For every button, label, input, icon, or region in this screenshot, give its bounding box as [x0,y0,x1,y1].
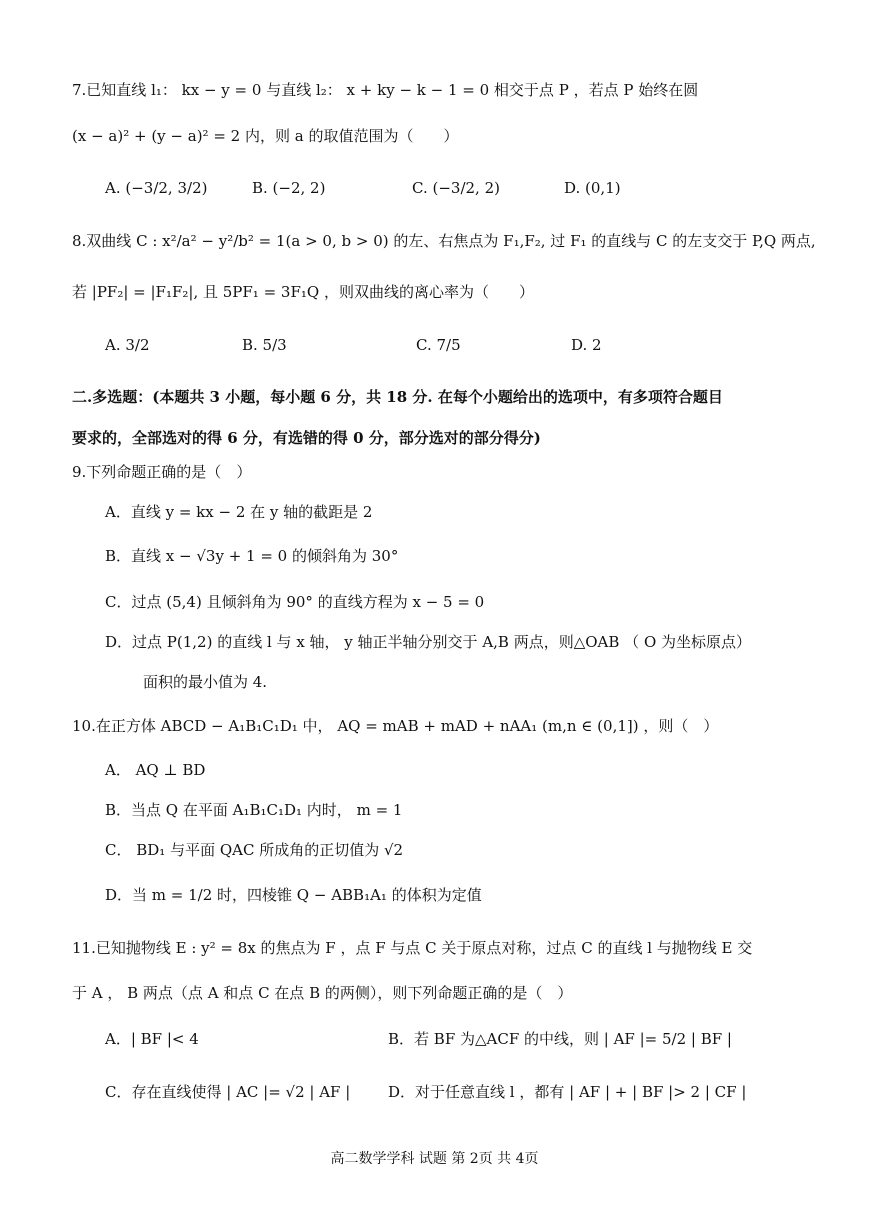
q7-option-b: B. (−2, 2) [252,179,326,197]
q9-stem: 9.下列命题正确的是（ ） [72,463,252,481]
q10-option-a: A． AQ ⊥ BD [105,761,206,779]
q10-option-c: C． BD₁ 与平面 QAC 所成角的正切值为 √2 [105,841,404,859]
q8-option-a: A. 3/2 [105,336,150,354]
q9-option-c: C．过点 (5,4) 且倾斜角为 90° 的直线方程为 x − 5 = 0 [105,593,485,611]
q11-option-b: B．若 BF 为△ACF 的中线，则 | AF |= 5/2 | BF | [388,1030,732,1048]
q11-line2: 于 A ， B 两点（点 A 和点 C 在点 B 的两侧），则下列命题正确的是（ ） [72,984,573,1002]
q9-option-d-line2: 面积的最小值为 4. [143,673,268,691]
q8-line1: 8.双曲线 C : x²/a² − y²/b² = 1(a > 0, b > 0) 的左、右焦点为 F₁,F₂, 过 F₁ 的直线与 C 的左支交于 P,Q 两点, [72,232,816,250]
q11-option-a: A．| BF |< 4 [105,1030,199,1048]
q10-option-b: B．当点 Q 在平面 A₁B₁C₁D₁ 内时， m = 1 [105,801,403,819]
q11-line1: 11.已知抛物线 E : y² = 8x 的焦点为 F ，点 F 与点 C 关于原点对称，过点 C 的直线 l 与抛物线 E 交 [72,939,753,957]
q11-option-d: D．对于任意直线 l ，都有 | AF | + | BF |> 2 | CF | [388,1083,747,1101]
q8-option-d: D. 2 [571,336,602,354]
q9-option-a: A．直线 y = kx − 2 在 y 轴的截距是 2 [105,503,373,521]
q7-option-d: D. (0,1) [564,179,621,197]
section2-heading-line2: 要求的，全部选对的得 6 分，有选错的得 0 分，部分选对的部分得分) [72,429,541,447]
q7-option-c: C. (−3/2, 2) [412,179,500,197]
q8-option-c: C. 7/5 [416,336,461,354]
q8-option-b: B. 5/3 [242,336,287,354]
q9-option-b: B．直线 x − √3y + 1 = 0 的倾斜角为 30° [105,547,399,565]
q9-option-d-line1: D．过点 P(1,2) 的直线 l 与 x 轴， y 轴正半轴分别交于 A,B 两点，则△OAB （ O 为坐标原点） [105,633,752,651]
section2-heading-line1: 二.多选题：(本题共 3 小题，每小题 6 分，共 18 分. 在每个小题给出的选项中，有多项符合题目 [72,388,723,406]
q10-stem: 10.在正方体 ABCD − A₁B₁C₁D₁ 中， AQ = mAB + mAD + nAA₁ (m,n ∈ (0,1]) ，则（ ） [72,717,719,735]
q11-option-c: C．存在直线使得 | AC |= √2 | AF | [105,1083,351,1101]
q7-line2: (x − a)² + (y − a)² = 2 内，则 a 的取值范围为（ ） [72,127,459,145]
q7-line1: 7.已知直线 l₁： kx − y = 0 与直线 l₂： x + ky − k − 1 = 0 相交于点 P ，若点 P 始终在圆 [72,81,699,99]
page-footer: 高二数学学科 试题 第 2页 共 4页 [330,1151,539,1167]
q8-line2: 若 |PF₂| = |F₁F₂|, 且 5PF₁ = 3F₁Q ，则双曲线的离心率为（ ） [72,283,534,301]
q10-option-d: D．当 m = 1/2 时，四棱锥 Q − ABB₁A₁ 的体积为定值 [105,886,482,904]
q7-option-a: A. (−3/2, 3/2) [105,179,208,197]
